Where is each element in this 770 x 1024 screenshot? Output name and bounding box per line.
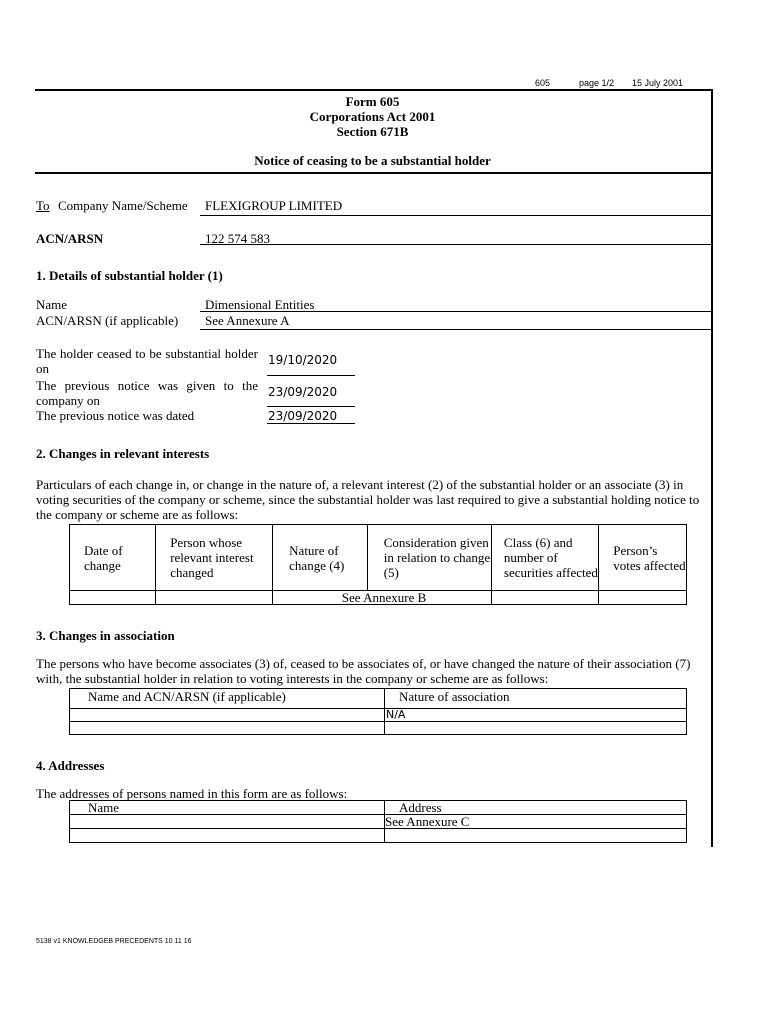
col-addr-address: Address — [385, 801, 687, 815]
section1-heading: 1. Details of substantial holder (1) — [36, 268, 223, 283]
addresses-table — [69, 800, 687, 843]
header-date: 15 July 2001 — [632, 78, 684, 88]
cell-votes — [599, 591, 687, 605]
holder-acn-value: See Annexure A — [205, 313, 290, 328]
cell-class — [491, 591, 598, 605]
changes-header-row — [70, 525, 687, 591]
col-person: Person whose relevant interest changed — [156, 525, 273, 591]
ceased-line — [267, 375, 355, 376]
holder-name-value: Dimensional Entities — [205, 297, 315, 312]
col-nature: Nature of change (4) — [273, 525, 368, 591]
addresses-header-row — [70, 801, 687, 815]
footer-reference: 5138 v1 KNOWLEDGEB PRECEDENTS 10 11 16 — [36, 938, 192, 945]
cell-person — [156, 591, 273, 605]
holder-acn-label: ACN/ARSN (if applicable) — [36, 313, 179, 328]
title-rule — [35, 172, 713, 174]
prev-dated-line — [267, 423, 355, 424]
title-act: Corporations Act 2001 — [309, 109, 436, 124]
page-indicator: page 1/2 — [579, 78, 615, 88]
addr-cell-value-2 — [385, 829, 687, 843]
ceased-label: The holder ceased to be substantial holder on — [36, 346, 258, 376]
addr-cell-value: See Annexure C — [385, 815, 687, 829]
association-row-2 — [70, 722, 687, 735]
form-title — [200, 94, 545, 139]
title-section: Section 671B — [336, 124, 409, 139]
holder-acn-line — [200, 329, 712, 330]
prev-dated-date: 23/09/2020 — [268, 409, 338, 423]
col-consideration: Consideration given in relation to change (5) — [367, 525, 491, 591]
association-table — [69, 688, 687, 735]
col-votes: Person’s votes affected — [599, 525, 687, 591]
addresses-row-2 — [70, 829, 687, 843]
assoc-cell-name-2 — [70, 722, 385, 735]
holder-name-label: Name — [36, 297, 68, 312]
section4-heading: 4. Addresses — [36, 758, 105, 773]
section3-heading: 3. Changes in association — [36, 628, 175, 643]
cell-date — [70, 591, 156, 605]
changes-table — [69, 524, 687, 605]
right-border — [711, 89, 713, 847]
to-label: To — [36, 198, 50, 213]
cell-annexure-b: See Annexure B — [273, 591, 492, 605]
ceased-date: 19/10/2020 — [268, 353, 338, 367]
assoc-cell-value-2 — [385, 722, 687, 735]
section4-intro: The addresses of persons named in this form are as follows: — [36, 786, 348, 801]
form-number: 605 — [535, 78, 551, 88]
prev-given-line — [267, 406, 355, 407]
association-header-row — [70, 689, 687, 709]
assoc-cell-value: N/A — [385, 709, 687, 722]
assoc-cell-name — [70, 709, 385, 722]
col-class: Class (6) and number of securities affected — [491, 525, 598, 591]
section2-heading: 2. Changes in relevant interests — [36, 446, 210, 461]
prev-given-date: 23/09/2020 — [268, 385, 338, 399]
holder-name-line — [200, 311, 712, 312]
acn-value: 122 574 583 — [205, 231, 270, 246]
section3-intro: The persons who have become associates (3) of, ceased to be associates of, or have changed the nature of their association (7) with, the substantial holder in relation to voting interests in the company or scheme are as follows: — [36, 656, 691, 686]
company-name-line — [200, 215, 712, 216]
addr-cell-name — [70, 815, 385, 829]
company-name-label: Company Name/Scheme — [58, 198, 188, 213]
association-row-1 — [70, 709, 687, 722]
header-rule — [35, 89, 713, 91]
title-form: Form 605 — [345, 94, 400, 109]
col-assoc-name: Name and ACN/ARSN (if applicable) — [70, 689, 385, 709]
addr-cell-name-2 — [70, 829, 385, 843]
notice-title: Notice of ceasing to be a substantial holder — [254, 153, 491, 168]
prev-dated-label: The previous notice was dated — [36, 408, 195, 423]
col-assoc-nature: Nature of association — [385, 689, 687, 709]
col-date: Date of change — [70, 525, 156, 591]
company-name-value: FLEXIGROUP LIMITED — [205, 198, 343, 213]
prev-given-label: The previous notice was given to the company on — [36, 378, 258, 408]
col-addr-name: Name — [70, 801, 385, 815]
section2-intro: Particulars of each change in, or change in the nature of, a relevant interest (2) of the substantial holder or an associate (3) in voting securities of the company or scheme, since the substantial holder was last required to give a substantial holding notice to the company or scheme are as follows: — [36, 477, 700, 522]
acn-label: ACN/ARSN — [36, 231, 104, 246]
acn-line — [200, 244, 712, 245]
changes-data-row — [70, 591, 687, 605]
addresses-row-1 — [70, 815, 687, 829]
